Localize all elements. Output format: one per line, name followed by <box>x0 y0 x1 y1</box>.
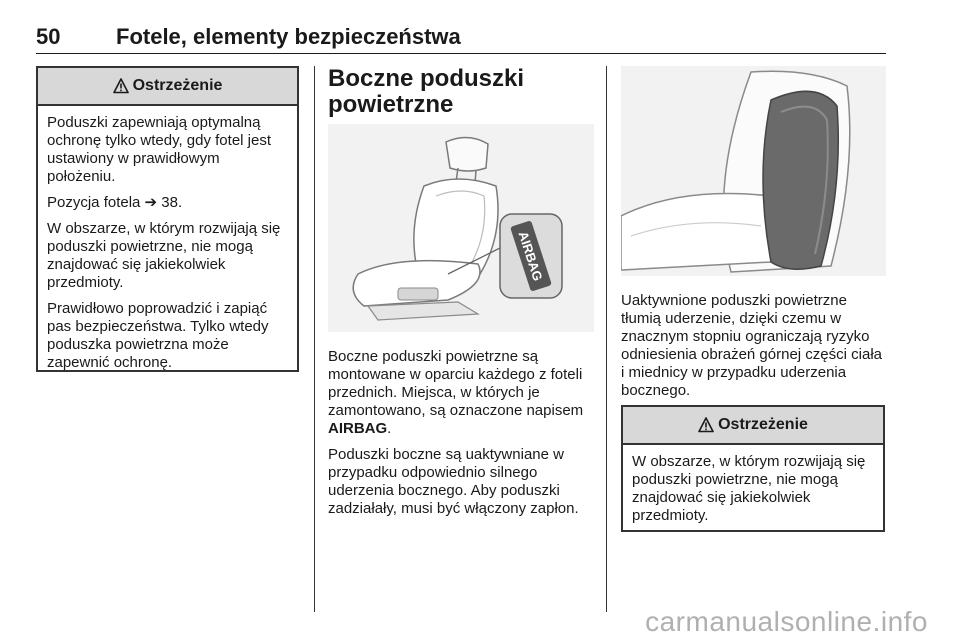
section-title: Boczne poduszki powietrzne <box>328 65 525 118</box>
caption-paragraph: Uaktywnione poduszki powietrzne tłumią uderzenie, dzięki czemu w znacznym stopniu ograniczają ryzyko odniesienia obrażeń górnej części ciała i miednicy w przypadku uderzenia bocznego. <box>621 292 882 399</box>
airbag-label: AIRBAG <box>515 229 546 283</box>
body-paragraph: Boczne poduszki powietrzne są montowane w oparciu każdego z foteli przednich. Miejsca, w których je zamontowano, są oznaczone napisem AIRBAG. <box>328 348 584 437</box>
column-divider <box>314 66 315 612</box>
warning-box <box>36 66 299 372</box>
warning-paragraph: W obszarze, w którym rozwijają się poduszki powietrzne, nie mogą znajdować się jakiekolwiek przedmioty. <box>47 220 281 291</box>
page-header <box>36 20 886 54</box>
side-airbags-body <box>328 348 598 518</box>
body-paragraph: Poduszki boczne są uaktywniane w przypadku odpowiednio silnego uderzenia bocznego. Aby poduszki zadziałały, musi być włączony zapłon. <box>328 446 579 517</box>
warning-triangle-icon <box>113 78 129 94</box>
page-number: 50 <box>36 24 61 49</box>
chapter-title: Fotele, elementy bezpieczeństwa <box>116 24 461 49</box>
warning-paragraph: W obszarze, w którym rozwijają się poduszki powietrzne, nie mogą znajdować się jakiekolwiek przedmioty. <box>632 453 866 524</box>
warning-paragraph-crossref: Pozycja fotela ➔ 38. <box>47 194 183 211</box>
deployed-airbag-svg <box>621 66 886 276</box>
warning-title: Ostrzeżenie <box>718 416 808 433</box>
warning-paragraph: Prawidłowo poprowadzić i zapiąć pas bezpieczeństwa. Tylko wtedy poduszka powietrzna może zapewnić ochronę. <box>47 300 269 371</box>
watermark: carmanualsonline.info <box>645 606 928 637</box>
seat-illustration-svg <box>328 124 594 332</box>
warning-header <box>623 407 883 445</box>
deployment-caption <box>621 292 889 400</box>
side-airbags-section <box>328 66 598 118</box>
seat-airbag-illustration <box>328 124 594 332</box>
column-divider <box>606 66 607 612</box>
warning-title: Ostrzeżenie <box>132 77 223 94</box>
warning-paragraph: Poduszki zapewniają optymalną ochronę tylko wtedy, gdy fotel jest ustawiony w prawidłowym położeniu. <box>47 114 272 185</box>
airbag-emphasis: AIRBAG <box>328 420 388 437</box>
deployed-airbag-illustration <box>621 66 886 276</box>
warning-triangle-icon <box>698 417 714 433</box>
warning-box <box>621 405 885 532</box>
warning-header <box>38 68 297 106</box>
